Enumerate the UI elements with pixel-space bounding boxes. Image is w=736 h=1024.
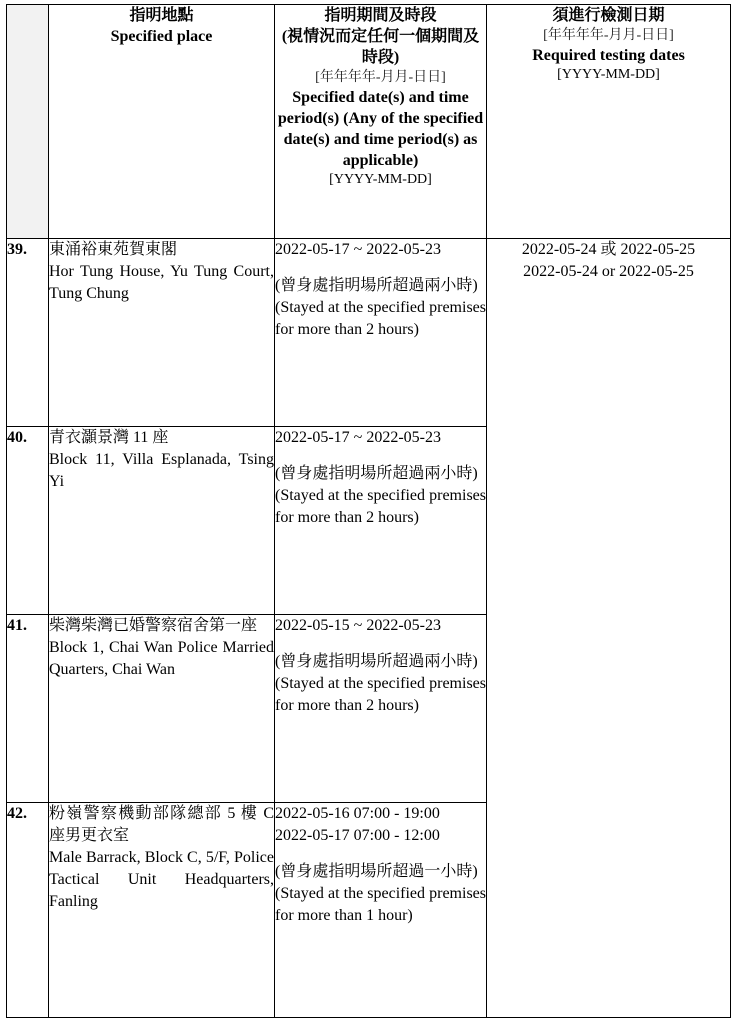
place-cell bbox=[49, 427, 275, 615]
period-date: 2022-05-15 ~ 2022-05-23 bbox=[275, 617, 441, 634]
place-cell bbox=[49, 239, 275, 427]
stay-note-zh: (曾身處指明場所超過兩小時) bbox=[275, 465, 478, 482]
period-header-en: Specified date(s) and time period(s) (Any of the specified date(s) and time period(s) as applicable) bbox=[277, 89, 484, 169]
specified-places-table bbox=[6, 4, 731, 1018]
testing-dates-cell bbox=[487, 239, 731, 1018]
stay-note-en: (Stayed at the specified premises for more than 2 hours) bbox=[275, 675, 486, 714]
period-date: 2022-05-17 ~ 2022-05-23 bbox=[275, 429, 441, 446]
stay-note-zh: (曾身處指明場所超過一小時) bbox=[275, 863, 478, 880]
period-date: 2022-05-17 ~ 2022-05-23 bbox=[275, 241, 441, 258]
period-header-format-en: [YYYY-MM-DD] bbox=[329, 172, 432, 187]
place-zh: 粉嶺警察機動部隊總部 5 樓 C 座男更衣室 bbox=[49, 805, 274, 844]
period-column-header bbox=[275, 5, 487, 239]
stay-note-zh: (曾身處指明場所超過兩小時) bbox=[275, 653, 478, 670]
row-number: 40. bbox=[7, 427, 49, 615]
stay-note-en: (Stayed at the specified premises for more than 2 hours) bbox=[275, 487, 486, 526]
place-en: Block 11, Villa Esplanada, Tsing Yi bbox=[49, 451, 274, 490]
place-zh: 柴灣柴灣已婚警察宿舍第一座 bbox=[49, 617, 258, 634]
period-header-zh: 指明期間及時段 bbox=[324, 7, 437, 24]
testing-column-header bbox=[487, 5, 731, 239]
period-header-format-zh: [年年年年-月月-日日] bbox=[315, 70, 446, 85]
period-cell bbox=[275, 803, 487, 1018]
place-header-en: Specified place bbox=[110, 28, 213, 45]
testing-dates-en: 2022-05-24 or 2022-05-25 bbox=[523, 263, 694, 280]
stay-note-en: (Stayed at the specified premises for more than 2 hours) bbox=[275, 299, 486, 338]
period-header-zh-note: (視情況而定任何一個期間及時段) bbox=[281, 28, 480, 66]
testing-header-format-zh: [年年年年-月月-日日] bbox=[543, 28, 674, 43]
place-en: Hor Tung House, Yu Tung Court, Tung Chung bbox=[49, 263, 274, 302]
table-header-row bbox=[7, 5, 731, 239]
testing-header-format-en: [YYYY-MM-DD] bbox=[557, 67, 660, 82]
period-cell bbox=[275, 427, 487, 615]
testing-header-zh: 須進行檢測日期 bbox=[552, 7, 665, 24]
testing-header-en: Required testing dates bbox=[532, 47, 685, 64]
stay-note-en: (Stayed at the specified premises for more than 1 hour) bbox=[275, 885, 486, 924]
place-zh: 青衣灝景灣 11 座 bbox=[49, 429, 169, 446]
place-column-header bbox=[49, 5, 275, 239]
place-zh: 東涌裕東苑賀東閣 bbox=[49, 241, 178, 258]
row-number: 42. bbox=[7, 803, 49, 1018]
place-cell bbox=[49, 615, 275, 803]
row-number: 41. bbox=[7, 615, 49, 803]
period-date: 2022-05-17 07:00 - 12:00 bbox=[275, 827, 440, 844]
place-en: Block 1, Chai Wan Police Married Quarters, Chai Wan bbox=[49, 639, 274, 678]
row-number: 39. bbox=[7, 239, 49, 427]
stay-note-zh: (曾身處指明場所超過兩小時) bbox=[275, 277, 478, 294]
period-cell bbox=[275, 615, 487, 803]
number-column-header bbox=[7, 5, 49, 239]
place-en: Male Barrack, Block C, 5/F, Police Tactical Unit Headquarters, Fanling bbox=[49, 849, 274, 910]
period-date: 2022-05-16 07:00 - 19:00 bbox=[275, 805, 440, 822]
place-header-zh: 指明地點 bbox=[129, 7, 194, 24]
testing-dates-zh: 2022-05-24 或 2022-05-25 bbox=[521, 241, 696, 258]
period-cell bbox=[275, 239, 487, 427]
table-row bbox=[7, 239, 731, 427]
place-cell bbox=[49, 803, 275, 1018]
